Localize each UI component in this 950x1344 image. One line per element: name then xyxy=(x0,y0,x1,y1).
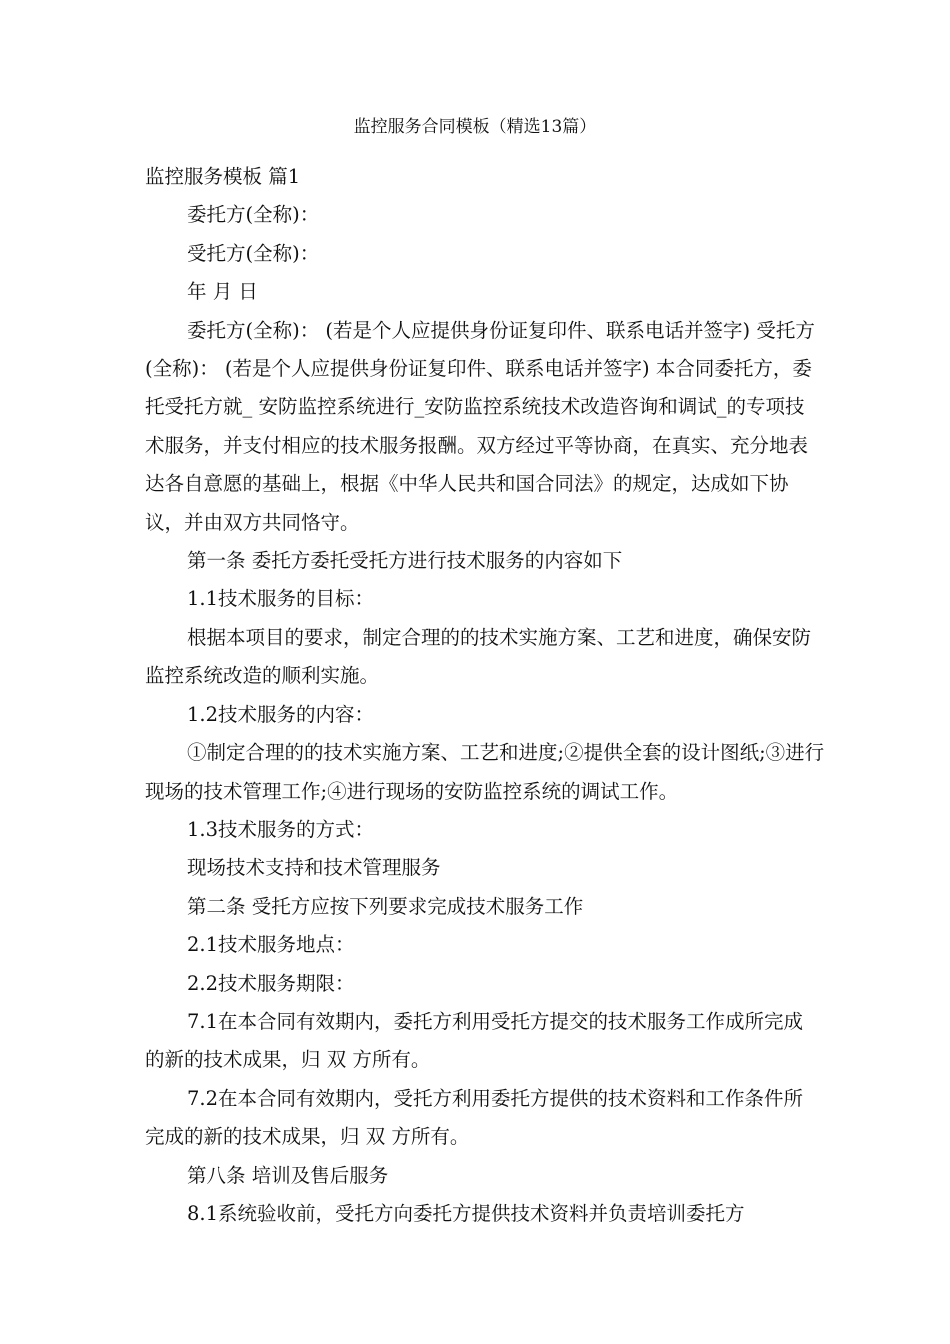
clause-1-2-text xyxy=(145,734,847,811)
document-title: 监控服务合同模板（精选13篇） xyxy=(353,117,597,137)
contractor-name-line: 受托方(全称)： xyxy=(187,241,320,265)
clause-1-1-title: 1.1技术服务的目标： xyxy=(187,587,375,611)
clause-1-3-text: 现场技术支持和技术管理服务 xyxy=(187,856,441,880)
clause-2-2-title: 2.2技术服务期限： xyxy=(187,971,355,995)
clause-7-1-text: 7.1在本合同有效期内，委托方利用受托方提交的技术服务工作成所完成的新的技术成果，归 双 方所有。 xyxy=(145,1009,804,1072)
document-body xyxy=(145,158,825,1233)
clause-8-1-text: 8.1系统验收前，受托方向委托方提供技术资料并负责培训委托方 xyxy=(187,1201,745,1225)
article-8-heading: 第八条 培训及售后服务 xyxy=(187,1163,389,1187)
client-name-line: 委托方(全称)： xyxy=(187,203,320,227)
clause-1-2-text-content: ①制定合理的的技术实施方案、工艺和进度;②提供全套的设计图纸;③进行现场的技术管理工作;④进行现场的安防监控系统的调试工作。 xyxy=(145,741,825,803)
section-heading: 监控服务模板 篇1 xyxy=(145,165,301,188)
clause-2-1-title: 2.1技术服务地点： xyxy=(187,933,355,957)
contract-preamble: 委托方(全称)： (若是个人应提供身份证复印件、联系电话并签字) 受托方(全称)： (若是个人应提供身份证复印件、联系电话并签字) 本合同委托方，委托受托方就_ 安防监控系统进行_安防监控系统技术改造咨询和调试_的专项技术服务，并支付相应的技术服务报酬。双方经过平等协商，在真实、充分地表达各自意愿的基础上，根据《中华人民共和国合同法》的规定，达成如下协议，并由双方共同恪守。 xyxy=(145,318,815,534)
date-line: 年 月 日 xyxy=(187,280,258,304)
article-1-heading: 第一条 委托方委托受托方进行技术服务的内容如下 xyxy=(187,549,623,573)
clause-1-1-text: 根据本项目的要求，制定合理的的技术实施方案、工艺和进度，确保安防监控系统改造的顺利实施。 xyxy=(145,625,812,688)
clause-7-2-text: 7.2在本合同有效期内，受托方利用委托方提供的技术资料和工作条件所完成的新的技术成果，归 双 方所有。 xyxy=(145,1086,804,1149)
clause-1-2-title: 1.2技术服务的内容： xyxy=(187,702,375,726)
clause-1-3-title: 1.3技术服务的方式： xyxy=(187,817,375,841)
article-2-heading: 第二条 受托方应按下列要求完成技术服务工作 xyxy=(187,894,584,918)
